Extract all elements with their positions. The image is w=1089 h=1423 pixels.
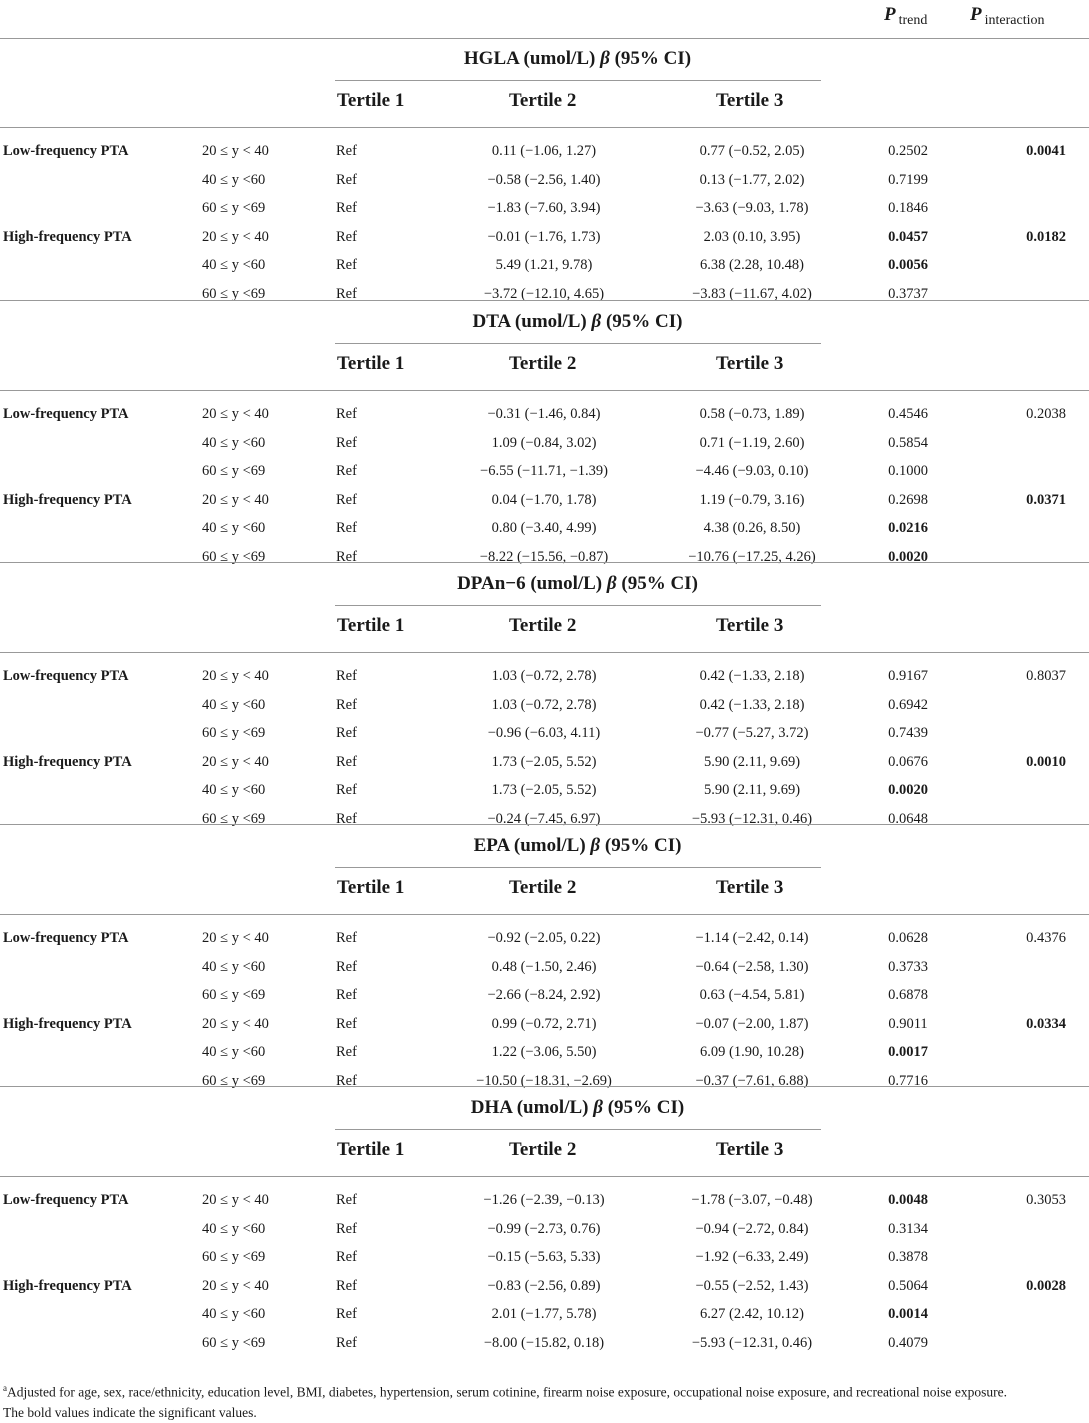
table-row: [0, 140, 1089, 169]
tertile-3-value: −3.83 (−11.67, 4.02): [692, 285, 812, 302]
p-trend-value: 0.3737: [888, 285, 928, 302]
row-label: Low-frequency PTA: [3, 143, 129, 159]
tertile-1-value: Ref: [336, 782, 357, 799]
table-row: [0, 722, 1089, 751]
section-rule: [0, 390, 1089, 391]
tertile-1-value: Ref: [336, 548, 357, 565]
p-trend-value: 0.0020: [888, 548, 928, 565]
tertile-2-value: 0.04 (−1.70, 1.78): [491, 491, 597, 508]
p-interaction-header: P $_{interaction}$: [970, 4, 1045, 28]
p-trend-value: 0.0216: [888, 520, 928, 537]
table-row: [0, 489, 1089, 518]
tertile-2-value: −0.31 (−1.46, 0.84): [487, 406, 601, 422]
tertile-1-value: Ref: [336, 958, 357, 975]
tertile-3-value: 0.63 (−4.54, 5.81): [699, 987, 805, 1004]
tertile-3-header: Tertile 3: [716, 90, 784, 111]
age-group: 40 ≤ y <60: [202, 257, 266, 274]
tertile-3-value: 5.90 (2.11, 9.69): [703, 753, 801, 770]
tertile-2-value: 1.73 (−2.05, 5.52): [491, 782, 597, 799]
tertile-3-value: 6.09 (1.90, 10.28): [700, 1044, 804, 1061]
p-trend-value: 0.0014: [888, 1306, 928, 1323]
p-trend-value: 0.9011: [888, 1015, 928, 1032]
tertile-3-value: −1.78 (−3.07, −0.48): [691, 1192, 813, 1208]
age-group: 60 ≤ y <69: [202, 1334, 266, 1351]
tertile-2-value: −2.66 (−8.24, 2.92): [487, 987, 601, 1004]
tertile-3-value: −5.93 (−12.31, 0.46): [691, 810, 813, 827]
age-group: 60 ≤ y <69: [202, 1249, 266, 1266]
tertile-2-value: −8.22 (−15.56, −0.87): [479, 548, 609, 565]
tertile-3-value: −0.37 (−7.61, 6.88): [695, 1072, 809, 1089]
tertile-1-value: Ref: [336, 1249, 357, 1266]
age-group: 60 ≤ y <69: [202, 200, 266, 217]
tertile-2-value: −0.01 (−1.76, 1.73): [487, 228, 601, 245]
age-group: 40 ≤ y <60: [202, 434, 266, 451]
section-rule: [0, 652, 1089, 653]
tertile-1-value: Ref: [336, 1015, 357, 1032]
p-trend-value: 0.4546: [888, 406, 928, 422]
tertile-1-header: Tertile 1: [337, 877, 405, 898]
tertile-1-value: Ref: [336, 406, 357, 422]
row-label: High-frequency PTA: [3, 1015, 132, 1032]
tertile-1-value: Ref: [336, 987, 357, 1004]
tertile-1-value: Ref: [336, 1192, 357, 1208]
tertile-rule: [335, 605, 821, 606]
age-group: 20 ≤ y < 40: [202, 491, 269, 508]
p-trend-value: 0.0017: [888, 1044, 928, 1061]
tertile-2-value: 0.99 (−0.72, 2.71): [491, 1015, 597, 1032]
table-row: [0, 432, 1089, 461]
tertile-2-value: −6.55 (−11.71, −1.39): [480, 463, 608, 480]
table-row: [0, 1041, 1089, 1070]
tertile-2-value: −0.83 (−2.56, 0.89): [487, 1277, 601, 1294]
tertile-3-value: −0.94 (−2.72, 0.84): [695, 1220, 809, 1237]
table-row: [0, 403, 1089, 432]
tertile-3-value: −4.46 (−9.03, 0.10): [695, 463, 809, 480]
tertile-rule: [335, 1129, 821, 1130]
table-section: [0, 300, 1089, 563]
tertile-2-value: −3.72 (−12.10, 4.65): [483, 285, 605, 302]
tertile-2-value: 1.03 (−0.72, 2.78): [491, 696, 597, 713]
p-trend-value: 0.6878: [888, 987, 928, 1004]
tertile-1-value: Ref: [336, 143, 357, 159]
tertile-1-header: Tertile 1: [337, 1139, 405, 1160]
tertile-2-value: −1.83 (−7.60, 3.94): [487, 200, 601, 217]
table-row: [0, 1189, 1089, 1218]
table-row: [0, 254, 1089, 283]
tertile-3-value: 4.38 (0.26, 8.50): [703, 520, 801, 537]
tertile-3-header: Tertile 3: [716, 353, 784, 374]
tertile-3-value: −3.63 (−9.03, 1.78): [695, 200, 809, 217]
tertile-1-value: Ref: [336, 1277, 357, 1294]
tertile-2-header: Tertile 2: [509, 353, 577, 374]
p-trend-value: 0.7716: [888, 1072, 928, 1089]
table-row: [0, 460, 1089, 489]
table-row: [0, 197, 1089, 226]
tertile-3-value: −0.55 (−2.52, 1.43): [695, 1277, 809, 1294]
tertile-1-header: Tertile 1: [337, 353, 405, 374]
table-row: [0, 226, 1089, 255]
p-interaction-value: 0.0010: [1026, 753, 1066, 770]
table-row: [0, 984, 1089, 1013]
tertile-2-value: −0.58 (−2.56, 1.40): [487, 171, 601, 188]
age-group: 60 ≤ y <69: [202, 725, 266, 742]
tertile-1-value: Ref: [336, 171, 357, 188]
section-title: DTA (umol/L) β (95% CI): [472, 311, 683, 332]
row-label: Low-frequency PTA: [3, 1192, 129, 1208]
row-label: High-frequency PTA: [3, 228, 132, 245]
row-label: Low-frequency PTA: [3, 406, 129, 422]
table-row: [0, 751, 1089, 780]
p-trend-value: 0.3134: [888, 1220, 928, 1237]
tertile-2-value: 1.73 (−2.05, 5.52): [491, 753, 597, 770]
section-title: DHA (umol/L) β (95% CI): [470, 1097, 685, 1118]
tertile-2-value: 1.22 (−3.06, 5.50): [491, 1044, 597, 1061]
tertile-3-value: −1.92 (−6.33, 2.49): [695, 1249, 809, 1266]
age-group: 40 ≤ y <60: [202, 171, 266, 188]
table-section: [0, 1086, 1089, 1349]
age-group: 20 ≤ y < 40: [202, 1015, 269, 1032]
age-group: 60 ≤ y <69: [202, 987, 266, 1004]
p-interaction-value: 0.0334: [1026, 1015, 1066, 1032]
age-group: 20 ≤ y < 40: [202, 668, 269, 684]
p-trend-value: 0.0676: [888, 753, 928, 770]
tertile-2-value: −10.50 (−18.31, −2.69): [476, 1072, 612, 1089]
tertile-1-value: Ref: [336, 1072, 357, 1089]
tertile-2-value: 1.09 (−0.84, 3.02): [491, 434, 597, 451]
row-label: Low-frequency PTA: [3, 930, 129, 946]
tertile-3-value: −5.93 (−12.31, 0.46): [691, 1334, 813, 1351]
age-group: 40 ≤ y <60: [202, 958, 266, 975]
section-rule: [0, 914, 1089, 915]
p-trend-value: 0.9167: [888, 668, 928, 684]
tertile-3-value: 0.71 (−1.19, 2.60): [699, 434, 805, 451]
tertile-1-value: Ref: [336, 200, 357, 217]
p-trend-value: 0.0628: [888, 930, 928, 946]
tertile-1-value: Ref: [336, 1220, 357, 1237]
table-row: [0, 665, 1089, 694]
tertile-2-value: −0.99 (−2.73, 0.76): [487, 1220, 601, 1237]
table-row: [0, 956, 1089, 985]
age-group: 60 ≤ y <69: [202, 463, 266, 480]
p-trend-value: 0.5854: [888, 434, 928, 451]
tertile-2-value: −0.15 (−5.63, 5.33): [487, 1249, 601, 1266]
table-row: [0, 779, 1089, 808]
age-group: 20 ≤ y < 40: [202, 1192, 269, 1208]
table-footnote: $^a$Adjusted for age, sex, race/ethnicity, education level, BMI, diabetes, hypertension, serum cotinine, firearm noise exposure, occupational noise exposure, and recreational noise exposure. The bold values indicate the significant values.: [3, 1383, 1008, 1420]
tertile-1-value: Ref: [336, 810, 357, 827]
age-group: 20 ≤ y < 40: [202, 753, 269, 770]
tertile-2-header: Tertile 2: [509, 877, 577, 898]
table-row: [0, 517, 1089, 546]
tertile-3-value: 0.42 (−1.33, 2.18): [699, 696, 805, 713]
tertile-2-value: 1.03 (−0.72, 2.78): [491, 668, 597, 684]
row-label: High-frequency PTA: [3, 753, 132, 770]
table-row: [0, 927, 1089, 956]
p-interaction-value: 0.0371: [1026, 491, 1066, 508]
section-title: HGLA (umol/L) β (95% CI): [463, 48, 692, 69]
age-group: 40 ≤ y <60: [202, 782, 266, 799]
table-row: [0, 1275, 1089, 1304]
tertile-2-value: −1.26 (−2.39, −0.13): [483, 1192, 605, 1208]
tertile-3-value: 0.13 (−1.77, 2.02): [699, 171, 805, 188]
table-section: [0, 824, 1089, 1087]
table-row: [0, 1303, 1089, 1332]
p-trend-value: 0.6942: [888, 696, 928, 713]
p-trend-value: 0.1846: [888, 200, 928, 217]
tertile-1-value: Ref: [336, 257, 357, 274]
p-trend-value: 0.0457: [888, 228, 928, 245]
p-trend-value: 0.5064: [888, 1277, 928, 1294]
tertile-2-value: 0.80 (−3.40, 4.99): [491, 520, 597, 537]
p-interaction-value: 0.0182: [1026, 228, 1066, 245]
age-group: 20 ≤ y < 40: [202, 930, 269, 946]
p-trend-value: 0.3733: [888, 958, 928, 975]
tertile-3-value: −0.77 (−5.27, 3.72): [695, 725, 809, 742]
tertile-2-value: −8.00 (−15.82, 0.18): [483, 1334, 605, 1351]
tertile-3-value: 6.27 (2.42, 10.12): [700, 1306, 804, 1323]
tertile-3-header: Tertile 3: [716, 615, 784, 636]
tertile-3-value: −0.07 (−2.00, 1.87): [695, 1015, 809, 1032]
p-interaction-value: 0.2038: [1026, 406, 1066, 422]
row-label: High-frequency PTA: [3, 491, 132, 508]
age-group: 40 ≤ y <60: [202, 1044, 266, 1061]
tertile-1-value: Ref: [336, 228, 357, 245]
tertile-1-value: Ref: [336, 463, 357, 480]
table-row: [0, 1218, 1089, 1247]
tertile-3-value: −10.76 (−17.25, 4.26): [688, 548, 816, 565]
tertile-1-header: Tertile 1: [337, 615, 405, 636]
tertile-2-header: Tertile 2: [509, 90, 577, 111]
tertile-2-value: 5.49 (1.21, 9.78): [495, 257, 593, 274]
tertile-1-value: Ref: [336, 491, 357, 508]
p-trend-header: P $_{trend}$: [884, 4, 928, 28]
p-interaction-value: 0.3053: [1026, 1192, 1066, 1208]
tertile-3-header: Tertile 3: [716, 1139, 784, 1160]
section-title: EPA (umol/L) β (95% CI): [473, 835, 682, 856]
p-trend-value: 0.1000: [888, 463, 928, 480]
table-row: [0, 169, 1089, 198]
tertile-1-value: Ref: [336, 285, 357, 302]
table-row: [0, 1013, 1089, 1042]
tertile-1-value: Ref: [336, 1044, 357, 1061]
p-interaction-value: 0.8037: [1026, 668, 1066, 684]
tertile-1-value: Ref: [336, 930, 357, 946]
p-trend-value: 0.2502: [888, 143, 928, 159]
tertile-3-value: 1.19 (−0.79, 3.16): [699, 491, 805, 508]
table-row: [0, 1332, 1089, 1361]
tertile-rule: [335, 867, 821, 868]
tertile-3-value: 0.58 (−0.73, 1.89): [699, 406, 805, 422]
tertile-1-value: Ref: [336, 1334, 357, 1351]
tertile-2-value: 0.11 (−1.06, 1.27): [491, 143, 597, 159]
tertile-rule: [335, 343, 821, 344]
tertile-1-value: Ref: [336, 725, 357, 742]
p-trend-value: 0.0020: [888, 782, 928, 799]
tertile-2-header: Tertile 2: [509, 615, 577, 636]
tertile-3-value: 2.03 (0.10, 3.95): [703, 228, 801, 245]
p-trend-value: 0.3878: [888, 1249, 928, 1266]
p-trend-value: 0.0648: [888, 810, 928, 827]
age-group: 40 ≤ y <60: [202, 696, 266, 713]
age-group: 20 ≤ y < 40: [202, 1277, 269, 1294]
section-rule: [0, 1176, 1089, 1177]
table-row: [0, 694, 1089, 723]
tertile-2-value: −0.96 (−6.03, 4.11): [487, 725, 601, 742]
p-interaction-value: 0.4376: [1026, 930, 1066, 946]
tertile-3-value: 6.38 (2.28, 10.48): [700, 257, 804, 274]
tertile-3-value: −1.14 (−2.42, 0.14): [695, 930, 809, 946]
row-label: High-frequency PTA: [3, 1277, 132, 1294]
p-trend-value: 0.4079: [888, 1334, 928, 1351]
age-group: 60 ≤ y <69: [202, 810, 266, 827]
age-group: 60 ≤ y <69: [202, 1072, 266, 1089]
tertile-1-value: Ref: [336, 1306, 357, 1323]
tertile-1-value: Ref: [336, 753, 357, 770]
tertile-2-value: −0.24 (−7.45, 6.97): [487, 810, 601, 827]
age-group: 60 ≤ y <69: [202, 285, 266, 302]
row-label: Low-frequency PTA: [3, 668, 129, 684]
tertile-1-value: Ref: [336, 668, 357, 684]
tertile-1-value: Ref: [336, 520, 357, 537]
table-header: [0, 0, 1089, 39]
p-trend-value: 0.0048: [888, 1192, 928, 1208]
age-group: 60 ≤ y <69: [202, 548, 266, 565]
age-group: 40 ≤ y <60: [202, 1220, 266, 1237]
tertile-2-value: 2.01 (−1.77, 5.78): [491, 1306, 597, 1323]
table-section: [0, 562, 1089, 825]
p-interaction-value: 0.0041: [1026, 143, 1066, 159]
p-trend-value: 0.2698: [888, 491, 928, 508]
tertile-3-value: −0.64 (−2.58, 1.30): [695, 958, 809, 975]
tertile-1-value: Ref: [336, 696, 357, 713]
age-group: 20 ≤ y < 40: [202, 228, 269, 245]
p-trend-value: 0.7439: [888, 725, 928, 742]
age-group: 20 ≤ y < 40: [202, 406, 269, 422]
age-group: 20 ≤ y < 40: [202, 143, 269, 159]
tertile-2-value: 0.48 (−1.50, 2.46): [491, 958, 597, 975]
tertile-2-header: Tertile 2: [509, 1139, 577, 1160]
tertile-1-value: Ref: [336, 434, 357, 451]
tertile-rule: [335, 80, 821, 81]
tertile-3-value: 0.77 (−0.52, 2.05): [699, 143, 805, 159]
section-title: DPAn−6 (umol/L) β (95% CI): [457, 573, 698, 594]
tertile-3-header: Tertile 3: [716, 877, 784, 898]
age-group: 40 ≤ y <60: [202, 1306, 266, 1323]
table-row: [0, 1246, 1089, 1275]
age-group: 40 ≤ y <60: [202, 520, 266, 537]
p-trend-value: 0.7199: [888, 171, 928, 188]
table-section: [0, 38, 1089, 300]
tertile-1-header: Tertile 1: [337, 90, 405, 111]
tertile-2-value: −0.92 (−2.05, 0.22): [487, 930, 601, 946]
p-interaction-value: 0.0028: [1026, 1277, 1066, 1294]
p-trend-value: 0.0056: [888, 257, 928, 274]
tertile-3-value: 0.42 (−1.33, 2.18): [699, 668, 805, 684]
tertile-3-value: 5.90 (2.11, 9.69): [703, 782, 801, 799]
section-rule: [0, 127, 1089, 128]
